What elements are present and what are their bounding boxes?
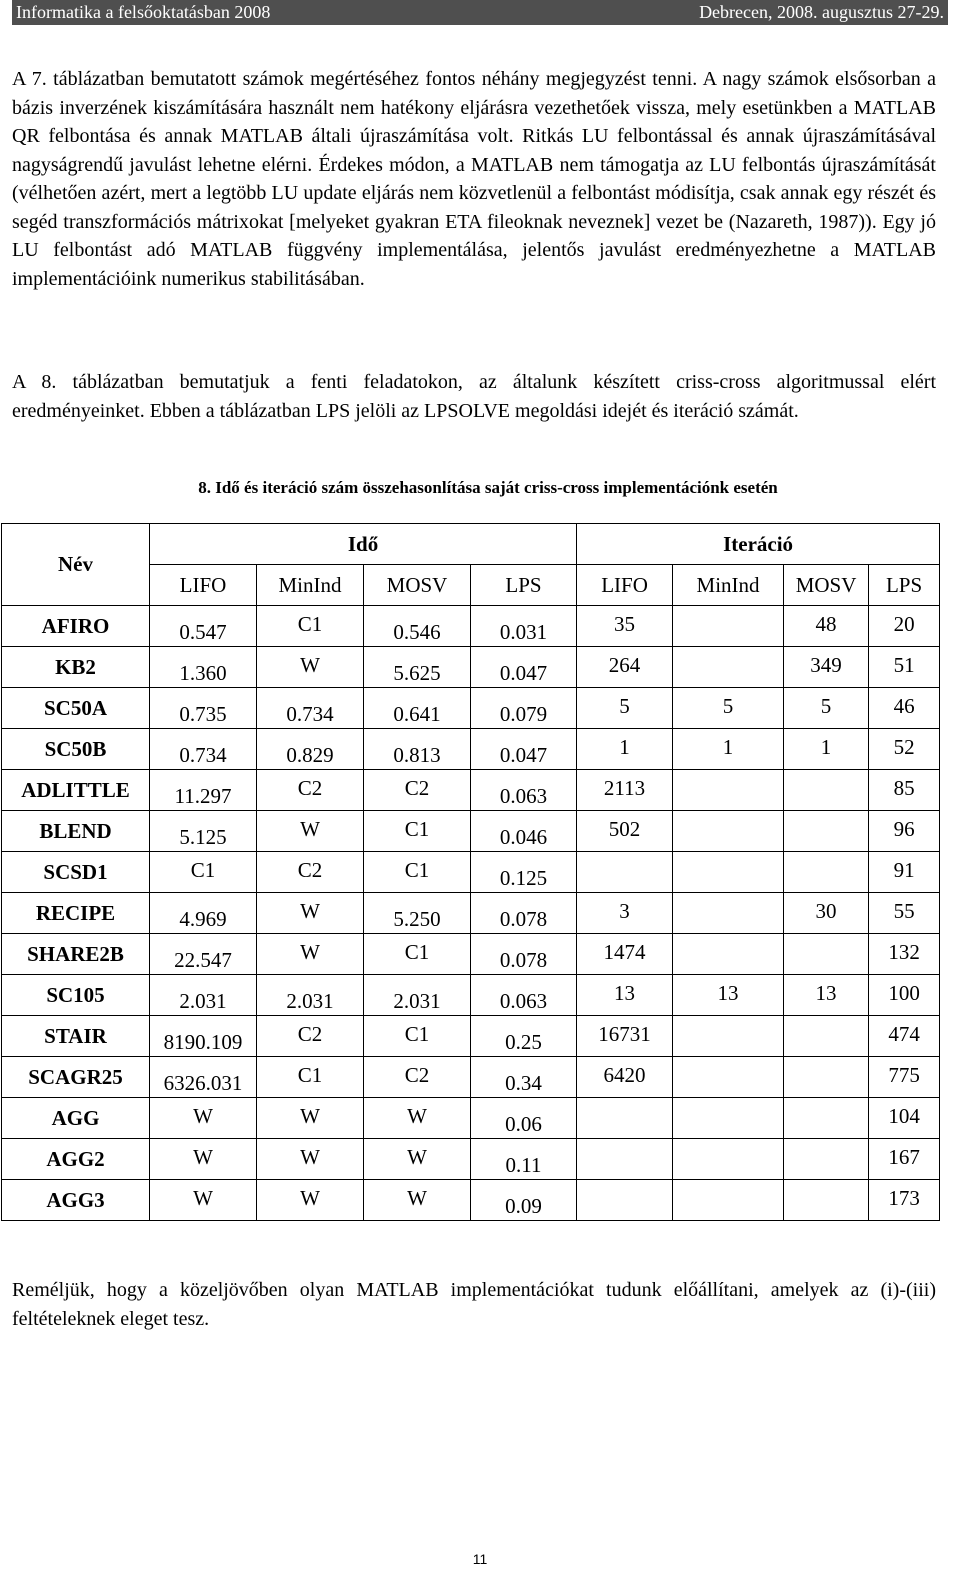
iteration-cell: [577, 1016, 673, 1057]
table-row: [2, 729, 940, 770]
table-row: [2, 1057, 940, 1098]
subheader-6: MOSV: [784, 565, 869, 606]
time-cell: [257, 1139, 364, 1180]
time-value: W: [193, 1185, 213, 1210]
header-left: Informatika a felsőoktatásban 2008: [16, 2, 271, 22]
iteration-value: 1: [722, 734, 734, 759]
row-name: SHARE2B: [2, 934, 150, 975]
time-value: C1: [404, 1021, 430, 1046]
iteration-value: 85: [893, 775, 915, 800]
iteration-value: 13: [614, 980, 636, 1005]
table-row: [2, 1098, 940, 1139]
iteration-cell: [869, 811, 940, 852]
iteration-cell: [869, 647, 940, 688]
time-value: C2: [404, 775, 430, 800]
iteration-cell: [784, 647, 869, 688]
time-value: 8190.109: [163, 1029, 243, 1054]
time-cell: [150, 1016, 257, 1057]
iteration-value: 6420: [603, 1062, 646, 1087]
time-cell: [471, 1180, 577, 1221]
time-value: C1: [404, 857, 430, 882]
iteration-cell: [784, 811, 869, 852]
time-group-header: Idő: [150, 524, 577, 565]
iteration-cell: [673, 1180, 784, 1221]
iteration-group-header: Iteráció: [577, 524, 940, 565]
row-name: STAIR: [2, 1016, 150, 1057]
row-name: KB2: [2, 647, 150, 688]
iteration-value: 96: [893, 816, 915, 841]
time-value: 0.734: [286, 701, 334, 726]
iteration-cell: [673, 934, 784, 975]
iteration-value: 1: [820, 734, 832, 759]
table-row: [2, 1139, 940, 1180]
time-cell: [364, 1180, 471, 1221]
iteration-cell: [869, 1139, 940, 1180]
time-cell: [150, 1057, 257, 1098]
time-cell: [150, 893, 257, 934]
subheader-0: LIFO: [150, 565, 257, 606]
row-name: RECIPE: [2, 893, 150, 934]
time-cell: [150, 606, 257, 647]
time-value: C2: [297, 775, 323, 800]
iteration-value: 349: [810, 652, 842, 677]
table-row: [2, 770, 940, 811]
time-cell: [471, 975, 577, 1016]
row-name: AGG2: [2, 1139, 150, 1180]
time-value: W: [193, 1103, 213, 1128]
iteration-cell: [673, 893, 784, 934]
time-value: 0.641: [393, 701, 441, 726]
table-row: [2, 893, 940, 934]
page-number: 11: [472, 1551, 488, 1567]
iteration-value: 20: [893, 611, 915, 636]
paragraph-1: A 7. táblázatban bemutatott számok megértéséhez fontos néhány megjegyzést tenni. A nagy számok elsősorban a bázis inverzének kiszámítására használt nem hatékony eljárásra vezethetőek vissza, mely esetünkben a MATLAB QR felbontása és annak MATLAB általi újraszámítása volt. Ritkás LU felbontással és annak újraszámításával nagyságrendű javulást lehetne elérni. Érdekes módon, a MATLAB nem támogatja az LU felbontás újraszámítását (vélhetően azért, mert a legtöbb LU update eljárás nem közvetlenül a felbontást módisítja, csak annak egy részét és segéd transzformációs mátrixokat [melyeket gyakran ETA fileoknak neveznek] vezet be (Nazareth, 1987)). Egy jó LU felbontást adó MATLAB függvény implementálása, jelentős javulást eredményezhetne a MATLAB implementációink numerikus stabilitásában.: [12, 68, 936, 290]
iteration-value: 2113: [603, 775, 646, 800]
iteration-cell: [673, 606, 784, 647]
iteration-cell: [577, 1057, 673, 1098]
time-cell: [364, 1098, 471, 1139]
iteration-cell: [673, 770, 784, 811]
table-row: [2, 688, 940, 729]
table-row: [2, 1180, 940, 1221]
time-value: W: [407, 1185, 427, 1210]
time-cell: [364, 893, 471, 934]
iteration-value: 3: [619, 898, 630, 923]
time-value: C2: [297, 1021, 323, 1046]
time-cell: [364, 852, 471, 893]
iteration-cell: [869, 893, 940, 934]
row-name: AGG: [2, 1098, 150, 1139]
time-value: 0.078: [499, 906, 548, 931]
time-cell: [471, 688, 577, 729]
iteration-cell: [869, 770, 940, 811]
time-value: C2: [404, 1062, 430, 1087]
iteration-cell: [673, 1057, 784, 1098]
iteration-value: 35: [614, 611, 636, 636]
time-cell: [364, 606, 471, 647]
time-value: 0.06: [505, 1111, 542, 1136]
iteration-cell: [784, 1139, 869, 1180]
iteration-cell: [869, 1098, 940, 1139]
time-value: W: [300, 816, 320, 841]
time-value: 0.34: [505, 1070, 542, 1095]
time-value: 22.547: [174, 947, 232, 972]
iteration-cell: [784, 729, 869, 770]
time-cell: [471, 1098, 577, 1139]
iteration-value: 30: [815, 898, 837, 923]
time-cell: [150, 811, 257, 852]
time-value: 0.047: [499, 660, 548, 685]
time-value: 0.047: [499, 742, 548, 767]
iteration-value: 100: [888, 980, 920, 1005]
iteration-value: 46: [893, 693, 915, 718]
iteration-value: 474: [888, 1021, 920, 1046]
row-name: AFIRO: [2, 606, 150, 647]
subheader-2: MOSV: [364, 565, 471, 606]
time-value: 4.969: [179, 906, 227, 931]
time-value: C1: [404, 816, 430, 841]
iteration-value: 1: [619, 734, 630, 759]
iteration-value: 91: [893, 857, 915, 882]
iteration-value: 502: [608, 816, 641, 841]
iteration-cell: [577, 729, 673, 770]
iteration-cell: [673, 1139, 784, 1180]
table-body: [2, 606, 940, 1221]
time-cell: [257, 1098, 364, 1139]
subheader-1: MinInd: [257, 565, 364, 606]
iteration-cell: [673, 729, 784, 770]
time-value: 0.063: [499, 783, 548, 808]
row-name: BLEND: [2, 811, 150, 852]
iteration-value: 1474: [603, 939, 646, 964]
paragraph-3: Reméljük, hogy a közeljövőben olyan MATLAB implementációkat tudunk előállítani, amelyek az (i)-(iii) feltételeknek eleget tesz.: [12, 1279, 936, 1330]
time-cell: [257, 606, 364, 647]
time-cell: [364, 934, 471, 975]
iteration-cell: [577, 934, 673, 975]
iteration-cell: [673, 1016, 784, 1057]
time-value: 6326.031: [163, 1070, 243, 1095]
time-value: 0.063: [499, 988, 548, 1013]
time-cell: [150, 1139, 257, 1180]
time-value: W: [300, 1144, 320, 1169]
row-name: ADLITTLE: [2, 770, 150, 811]
time-value: 0.031: [499, 619, 548, 644]
iteration-cell: [784, 1180, 869, 1221]
time-value: W: [193, 1144, 213, 1169]
iteration-cell: [673, 811, 784, 852]
iteration-cell: [784, 975, 869, 1016]
iteration-value: 775: [888, 1062, 920, 1087]
time-cell: [150, 934, 257, 975]
time-value: W: [407, 1144, 427, 1169]
time-cell: [257, 1057, 364, 1098]
time-value: 0.813: [393, 742, 441, 767]
iteration-cell: [673, 688, 784, 729]
iteration-cell: [577, 975, 673, 1016]
time-cell: [257, 934, 364, 975]
time-cell: [364, 647, 471, 688]
iteration-value: 104: [888, 1103, 920, 1128]
iteration-cell: [869, 1016, 940, 1057]
time-cell: [257, 893, 364, 934]
time-cell: [257, 975, 364, 1016]
iteration-cell: [577, 811, 673, 852]
time-cell: [150, 852, 257, 893]
time-cell: [364, 1016, 471, 1057]
iteration-cell: [869, 688, 940, 729]
time-value: 2.031: [179, 988, 227, 1013]
time-cell: [471, 934, 577, 975]
iteration-value: 5: [820, 693, 832, 718]
header-right: Debrecen, 2008. augusztus 27-29.: [699, 2, 944, 22]
time-cell: [257, 688, 364, 729]
time-value: C1: [297, 1062, 323, 1087]
iteration-value: 167: [888, 1144, 920, 1169]
iteration-value: 132: [888, 939, 920, 964]
time-cell: [364, 811, 471, 852]
time-value: W: [300, 939, 320, 964]
iteration-cell: [869, 606, 940, 647]
time-cell: [364, 688, 471, 729]
iteration-cell: [577, 647, 673, 688]
iteration-cell: [784, 770, 869, 811]
time-cell: [150, 647, 257, 688]
running-header: [12, 0, 948, 25]
iteration-cell: [784, 893, 869, 934]
iteration-cell: [784, 606, 869, 647]
time-cell: [364, 1139, 471, 1180]
time-value: 0.11: [505, 1152, 542, 1177]
table-row: [2, 934, 940, 975]
table-row: [2, 975, 940, 1016]
time-value: 0.25: [505, 1029, 542, 1054]
time-cell: [150, 1098, 257, 1139]
iteration-cell: [869, 729, 940, 770]
iteration-value: 16731: [598, 1021, 651, 1046]
time-cell: [150, 975, 257, 1016]
iteration-cell: [673, 647, 784, 688]
name-header: Név: [2, 524, 150, 606]
time-value: 2.031: [393, 988, 441, 1013]
time-value: 0.735: [179, 701, 227, 726]
iteration-cell: [784, 934, 869, 975]
time-cell: [364, 1057, 471, 1098]
iteration-value: 55: [893, 898, 915, 923]
table-row: [2, 852, 940, 893]
paragraph-2: A 8. táblázatban bemutatjuk a fenti feladatokon, az általunk készített criss-cross algoritmussal elért eredményeinket. Ebben a táblázatban LPS jelöli az LPSOLVE megoldási idejét és iteráció számát.: [12, 371, 936, 422]
iteration-cell: [577, 893, 673, 934]
iteration-cell: [673, 975, 784, 1016]
time-cell: [364, 770, 471, 811]
time-cell: [364, 975, 471, 1016]
time-cell: [471, 729, 577, 770]
time-value: 0.829: [286, 742, 334, 767]
table-row: [2, 647, 940, 688]
time-cell: [257, 729, 364, 770]
subheader-5: MinInd: [673, 565, 784, 606]
row-name: SCAGR25: [2, 1057, 150, 1098]
time-cell: [257, 647, 364, 688]
time-cell: [257, 1016, 364, 1057]
iteration-cell: [577, 606, 673, 647]
time-value: 0.547: [179, 619, 227, 644]
iteration-value: 5: [722, 693, 734, 718]
time-value: C1: [297, 611, 323, 636]
time-value: 0.078: [499, 947, 548, 972]
time-value: 5.625: [393, 660, 441, 685]
row-name: SC105: [2, 975, 150, 1016]
time-value: W: [407, 1103, 427, 1128]
time-value: C1: [190, 857, 216, 882]
iteration-cell: [869, 1057, 940, 1098]
time-value: 11.297: [174, 783, 232, 808]
time-value: 0.734: [179, 742, 227, 767]
time-value: 5.125: [179, 824, 227, 849]
iteration-cell: [577, 1139, 673, 1180]
time-cell: [364, 729, 471, 770]
time-cell: [471, 893, 577, 934]
time-value: W: [300, 652, 320, 677]
time-value: 0.046: [499, 824, 548, 849]
time-value: 5.250: [393, 906, 441, 931]
iteration-cell: [673, 1098, 784, 1139]
subheader-3: LPS: [471, 565, 577, 606]
time-cell: [471, 852, 577, 893]
time-value: 0.09: [505, 1193, 542, 1218]
time-value: C2: [297, 857, 323, 882]
iteration-cell: [869, 934, 940, 975]
time-value: 0.079: [499, 701, 548, 726]
time-cell: [257, 811, 364, 852]
iteration-cell: [577, 688, 673, 729]
iteration-value: 5: [619, 693, 630, 718]
iteration-cell: [784, 1016, 869, 1057]
time-value: W: [300, 898, 320, 923]
iteration-cell: [784, 1098, 869, 1139]
time-value: C1: [404, 939, 430, 964]
iteration-value: 51: [893, 652, 915, 677]
table-row: [2, 606, 940, 647]
time-value: 0.546: [393, 619, 441, 644]
iteration-value: 13: [717, 980, 739, 1005]
time-cell: [471, 1139, 577, 1180]
iteration-cell: [577, 1098, 673, 1139]
time-value: 0.125: [499, 865, 548, 890]
iteration-value: 173: [888, 1185, 920, 1210]
iteration-cell: [784, 852, 869, 893]
table-caption: 8. Idő és iteráció szám összehasonlítása saját criss-cross implementációnk esetén: [198, 478, 778, 497]
iteration-value: 48: [815, 611, 837, 636]
time-cell: [471, 1016, 577, 1057]
iteration-cell: [784, 688, 869, 729]
iteration-cell: [869, 975, 940, 1016]
time-value: 1.360: [179, 660, 227, 685]
iteration-cell: [577, 1180, 673, 1221]
time-cell: [471, 811, 577, 852]
time-value: W: [300, 1103, 320, 1128]
time-cell: [257, 1180, 364, 1221]
subheader-4: LIFO: [577, 565, 673, 606]
iteration-value: 52: [893, 734, 915, 759]
time-cell: [150, 1180, 257, 1221]
row-name: AGG3: [2, 1180, 150, 1221]
subheader-7: LPS: [869, 565, 940, 606]
table-row: [2, 811, 940, 852]
time-cell: [471, 647, 577, 688]
time-cell: [150, 729, 257, 770]
results-table: [1, 523, 940, 1221]
iteration-cell: [673, 852, 784, 893]
iteration-value: 264: [608, 652, 641, 677]
iteration-cell: [869, 852, 940, 893]
row-name: SCSD1: [2, 852, 150, 893]
iteration-cell: [577, 770, 673, 811]
iteration-cell: [869, 1180, 940, 1221]
time-cell: [150, 770, 257, 811]
iteration-value: 13: [815, 980, 837, 1005]
time-cell: [471, 606, 577, 647]
iteration-cell: [577, 852, 673, 893]
row-name: SC50B: [2, 729, 150, 770]
iteration-cell: [784, 1057, 869, 1098]
time-cell: [471, 770, 577, 811]
time-value: 2.031: [286, 988, 334, 1013]
table-row: [2, 1016, 940, 1057]
time-value: W: [300, 1185, 320, 1210]
time-cell: [150, 688, 257, 729]
row-name: SC50A: [2, 688, 150, 729]
time-cell: [257, 770, 364, 811]
time-cell: [471, 1057, 577, 1098]
time-cell: [257, 852, 364, 893]
